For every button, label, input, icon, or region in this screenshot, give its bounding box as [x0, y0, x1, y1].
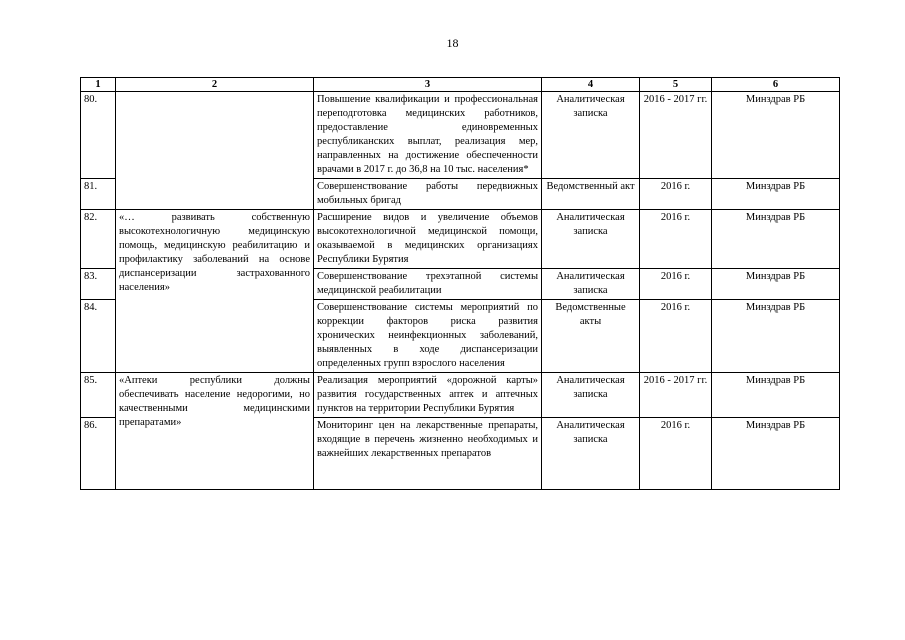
term-cell: 2016 г.	[640, 269, 712, 300]
header-row	[81, 78, 840, 92]
measure-cell: Реализация мероприятий «дорожной карты» развития государственных аптек и аптечных пунктов на территории Республики Бурятия	[314, 373, 542, 418]
column-header: 5	[640, 78, 712, 92]
column-header: 6	[712, 78, 840, 92]
executor-cell: Минздрав РБ	[712, 418, 840, 490]
executor-cell: Минздрав РБ	[712, 300, 840, 373]
measure-cell: Совершенствование системы мероприятий по коррекции факторов риска развития хронических неинфекционных заболеваний, выявленных в ходе диспансеризации определенных групп взрослого населения	[314, 300, 542, 373]
executor-cell: Минздрав РБ	[712, 269, 840, 300]
document-form-cell: Аналитическая записка	[542, 373, 640, 418]
goal-cell: «Аптеки республики должны обеспечивать население недорогими, но качественными медицинскими препаратами»	[116, 373, 314, 490]
term-cell: 2016 г.	[640, 210, 712, 269]
row-number: 80.	[81, 92, 116, 179]
measure-cell: Совершенствование работы передвижных мобильных бригад	[314, 179, 542, 210]
document-form-cell: Ведомственный акт	[542, 179, 640, 210]
column-header: 4	[542, 78, 640, 92]
term-cell: 2016 г.	[640, 418, 712, 490]
document-form-cell: Аналитическая записка	[542, 418, 640, 490]
row-number: 82.	[81, 210, 116, 269]
measure-cell: Расширение видов и увеличение объемов высокотехнологичной медицинской помощи, оказываемой в медицинских организациях Республики Бурятия	[314, 210, 542, 269]
measure-cell: Повышение квалификации и профессиональная переподготовка медицинских работников, предоставление единовременных республиканских выплат, реализация мер, направленных на достижение обеспеченности врачами в 2017 г. до 36,8 на 10 тыс. населения*	[314, 92, 542, 179]
table-row	[81, 373, 840, 418]
measures-table	[80, 77, 840, 490]
column-header: 3	[314, 78, 542, 92]
term-cell: 2016 г.	[640, 300, 712, 373]
measure-cell: Мониторинг цен на лекарственные препараты, входящие в перечень жизненно необходимых и важнейших лекарственных препаратов	[314, 418, 542, 490]
column-header: 2	[116, 78, 314, 92]
row-number: 84.	[81, 300, 116, 373]
row-number: 86.	[81, 418, 116, 490]
row-number: 85.	[81, 373, 116, 418]
executor-cell: Минздрав РБ	[712, 373, 840, 418]
measure-cell: Совершенствование трехэтапной системы медицинской реабилитации	[314, 269, 542, 300]
executor-cell: Минздрав РБ	[712, 179, 840, 210]
goal-cell: «… развивать собственную высокотехнологичную медицинскую помощь, медицинскую реабилитацию и профилактику заболеваний на основе диспансеризации застрахованного населения»	[116, 210, 314, 373]
term-cell: 2016 г.	[640, 179, 712, 210]
term-cell: 2016 - 2017 гг.	[640, 92, 712, 179]
document-form-cell: Аналитическая записка	[542, 92, 640, 179]
table-row	[81, 92, 840, 179]
executor-cell: Минздрав РБ	[712, 210, 840, 269]
page-number: 18	[446, 36, 459, 50]
document-form-cell: Аналитическая записка	[542, 269, 640, 300]
document-form-cell: Ведомственные акты	[542, 300, 640, 373]
row-number: 81.	[81, 179, 116, 210]
column-header: 1	[81, 78, 116, 92]
document-form-cell: Аналитическая записка	[542, 210, 640, 269]
term-cell: 2016 - 2017 гг.	[640, 373, 712, 418]
goal-cell	[116, 92, 314, 210]
table-row	[81, 210, 840, 269]
executor-cell: Минздрав РБ	[712, 92, 840, 179]
row-number: 83.	[81, 269, 116, 300]
